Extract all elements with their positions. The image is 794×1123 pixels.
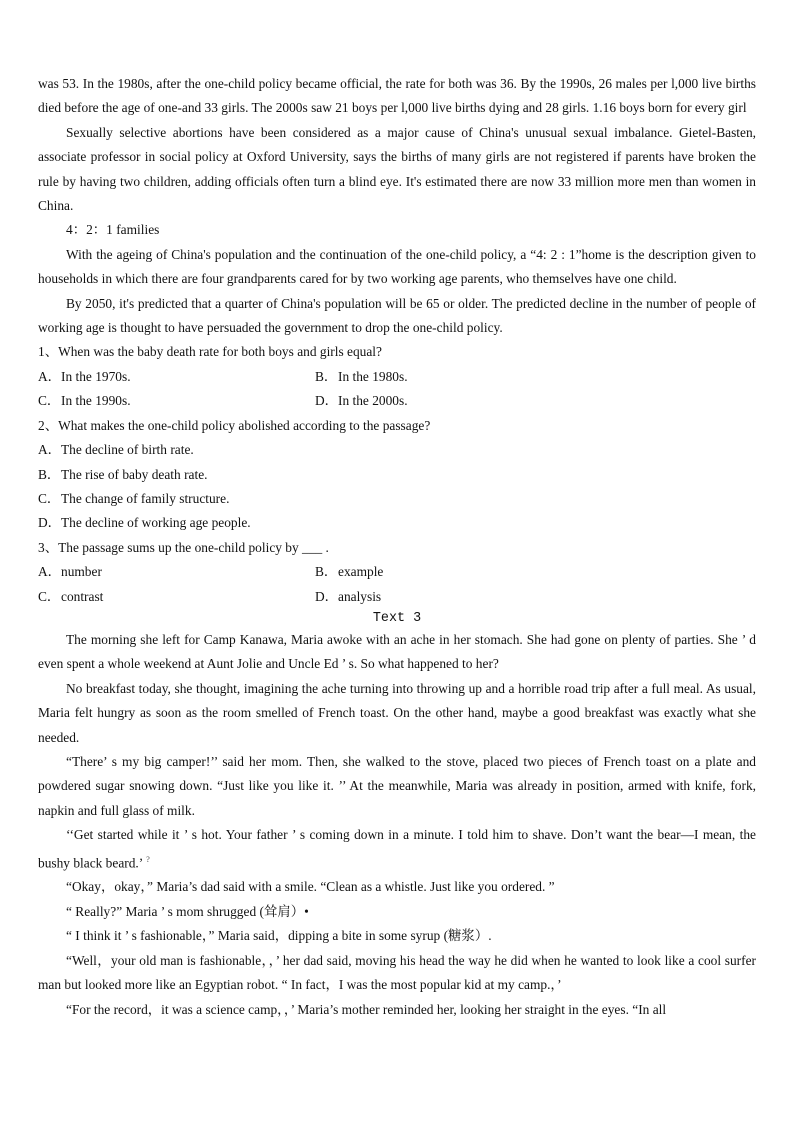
question-stem <box>38 340 756 364</box>
option-letter: A． <box>38 564 62 580</box>
option-text: In the 1990s. <box>61 393 131 409</box>
question-text: The passage sums up the one-child policy by ___ . <box>58 539 329 555</box>
question-number: 3、 <box>38 539 59 555</box>
option-d[interactable] <box>315 585 592 609</box>
text3-paragraph-8: “Well，your old man is fashionable，，’ her dad said, moving his head the way he did when he wanted to look like a cool surfer man but looked more like an Egyptian robot. “ In fact，I was the most popular kid at my camp.，’ <box>38 952 756 993</box>
document-page <box>38 72 756 1022</box>
passage-paragraph-1: was 53. In the 1980s, after the one-child policy became official, the rate for both was 36. By the 1990s, 26 males per l,000 live births died before the age of one-and 33 girls. The 2000s saw 21 boys per l,000 live births dying and 28 girls. 1.16 boys born for every girl <box>38 76 756 116</box>
option-c[interactable] <box>38 389 315 413</box>
options-row <box>38 560 756 584</box>
option-letter: A． <box>38 442 62 458</box>
text3-paragraph-4-text: ‘‘Get started while it ’ s hot. Your father ’ s coming down in a minute. I told him to shave. Don’t want the bear—I mean, the bushy black beard.’ <box>38 827 756 871</box>
question-text: What makes the one-child policy abolished according to the passage? <box>58 417 431 433</box>
passage-paragraph-3: With the ageing of China's population and the continuation of the one-child policy, a “4: 2 : 1”home is the description given to households in which there are four grandparents cared for by two working age parents, who themselves have one child. <box>38 246 756 287</box>
option-text: analysis <box>338 588 382 604</box>
option-d[interactable] <box>38 511 756 535</box>
question-stem <box>38 536 756 560</box>
question-number: 1、 <box>38 344 59 360</box>
options-row <box>38 389 756 413</box>
option-letter: D． <box>315 588 339 604</box>
question-stem <box>38 414 756 438</box>
text3-paragraph-7: “ I think it ’ s fashionable，” Maria said，dipping a bite in some syrup (糖浆）. <box>66 928 492 944</box>
passage-subheading: 4：2：1 families <box>66 222 160 238</box>
option-text: contrast <box>61 588 104 604</box>
text3-paragraph-3: “There’ s my big camper!’’ said her mom. Then, she walked to the stove, placed two pieces of French toast on a plate and powdered sugar snowing down. “Just like you like it. ’’ At the meanwhile, Maria was already in position, armed with knife, fork, napkin and full glass of milk. <box>38 753 756 818</box>
question-1 <box>38 340 756 413</box>
option-c[interactable] <box>38 487 756 511</box>
option-letter: D． <box>38 515 62 531</box>
option-b[interactable] <box>38 463 756 487</box>
option-letter: A． <box>38 368 62 384</box>
option-text: The change of family structure. <box>61 490 230 506</box>
option-text: In the 2000s. <box>338 393 408 409</box>
text3-paragraph-9: “For the record，it was a science camp，，’ Maria’s mother reminded her, looking her straight in the eyes. “In all <box>66 1001 667 1017</box>
option-letter: C． <box>38 588 61 604</box>
option-b[interactable] <box>315 560 592 584</box>
text3-paragraph-6: “ Really?” Maria ’ s mom shrugged (耸肩）• <box>66 903 309 919</box>
option-letter: B． <box>315 564 338 580</box>
text3-paragraph-4 <box>38 823 756 875</box>
option-d[interactable] <box>315 389 592 413</box>
passage-paragraph-2: Sexually selective abortions have been considered as a major cause of China's unusual sexual imbalance. Gietel-Basten, associate professor in social policy at Oxford University, says the births of many girls are not registered if parents have broken the rule by having two children, adding officials often turn a blind eye. It's estimated there are now 33 million more men than women in China. <box>38 124 756 214</box>
option-a[interactable] <box>38 365 315 389</box>
option-letter: C． <box>38 393 61 409</box>
option-a[interactable] <box>38 560 315 584</box>
option-text: The decline of birth rate. <box>61 442 194 458</box>
options-row <box>38 365 756 389</box>
option-letter: B． <box>315 368 338 384</box>
trailing-mark: ? <box>146 854 150 864</box>
option-text: The decline of working age people. <box>61 515 251 531</box>
option-c[interactable] <box>38 585 315 609</box>
question-2 <box>38 414 756 536</box>
question-number: 2、 <box>38 417 59 433</box>
question-3 <box>38 536 756 609</box>
option-text: In the 1970s. <box>61 368 131 384</box>
section-heading-text-3: Text 3 <box>372 610 422 626</box>
option-letter: C． <box>38 490 61 506</box>
option-a[interactable] <box>38 438 756 462</box>
options-row <box>38 585 756 609</box>
option-letter: B． <box>38 466 61 482</box>
passage-paragraph-4: By 2050, it's predicted that a quarter of China's population will be 65 or older. The predicted decline in the number of people of working age is thought to have persuaded the government to drop the one-child policy. <box>38 295 756 336</box>
option-text: example <box>338 564 384 580</box>
option-letter: D． <box>315 393 339 409</box>
question-text: When was the baby death rate for both boys and girls equal? <box>58 344 382 360</box>
text3-paragraph-5: “Okay，okay，” Maria’s dad said with a smile. “Clean as a whistle. Just like you ordered. ” <box>66 879 555 895</box>
option-text: The rise of baby death rate. <box>61 466 208 482</box>
option-text: number <box>61 564 102 580</box>
text3-paragraph-2: No breakfast today, she thought, imagining the ache turning into throwing up and a horrible road trip after a full meal. As usual, Maria felt hungry as soon as the room smelled of French toast. On the other hand, maybe a good breakfast was exactly what she needed. <box>38 680 756 745</box>
text3-paragraph-1: The morning she left for Camp Kanawa, Maria awoke with an ache in her stomach. She had gone on plenty of parties. She ’ d even spent a whole weekend at Aunt Jolie and Uncle Ed ’ s. So what happened to her? <box>38 631 756 672</box>
option-b[interactable] <box>315 365 592 389</box>
option-text: In the 1980s. <box>338 368 408 384</box>
